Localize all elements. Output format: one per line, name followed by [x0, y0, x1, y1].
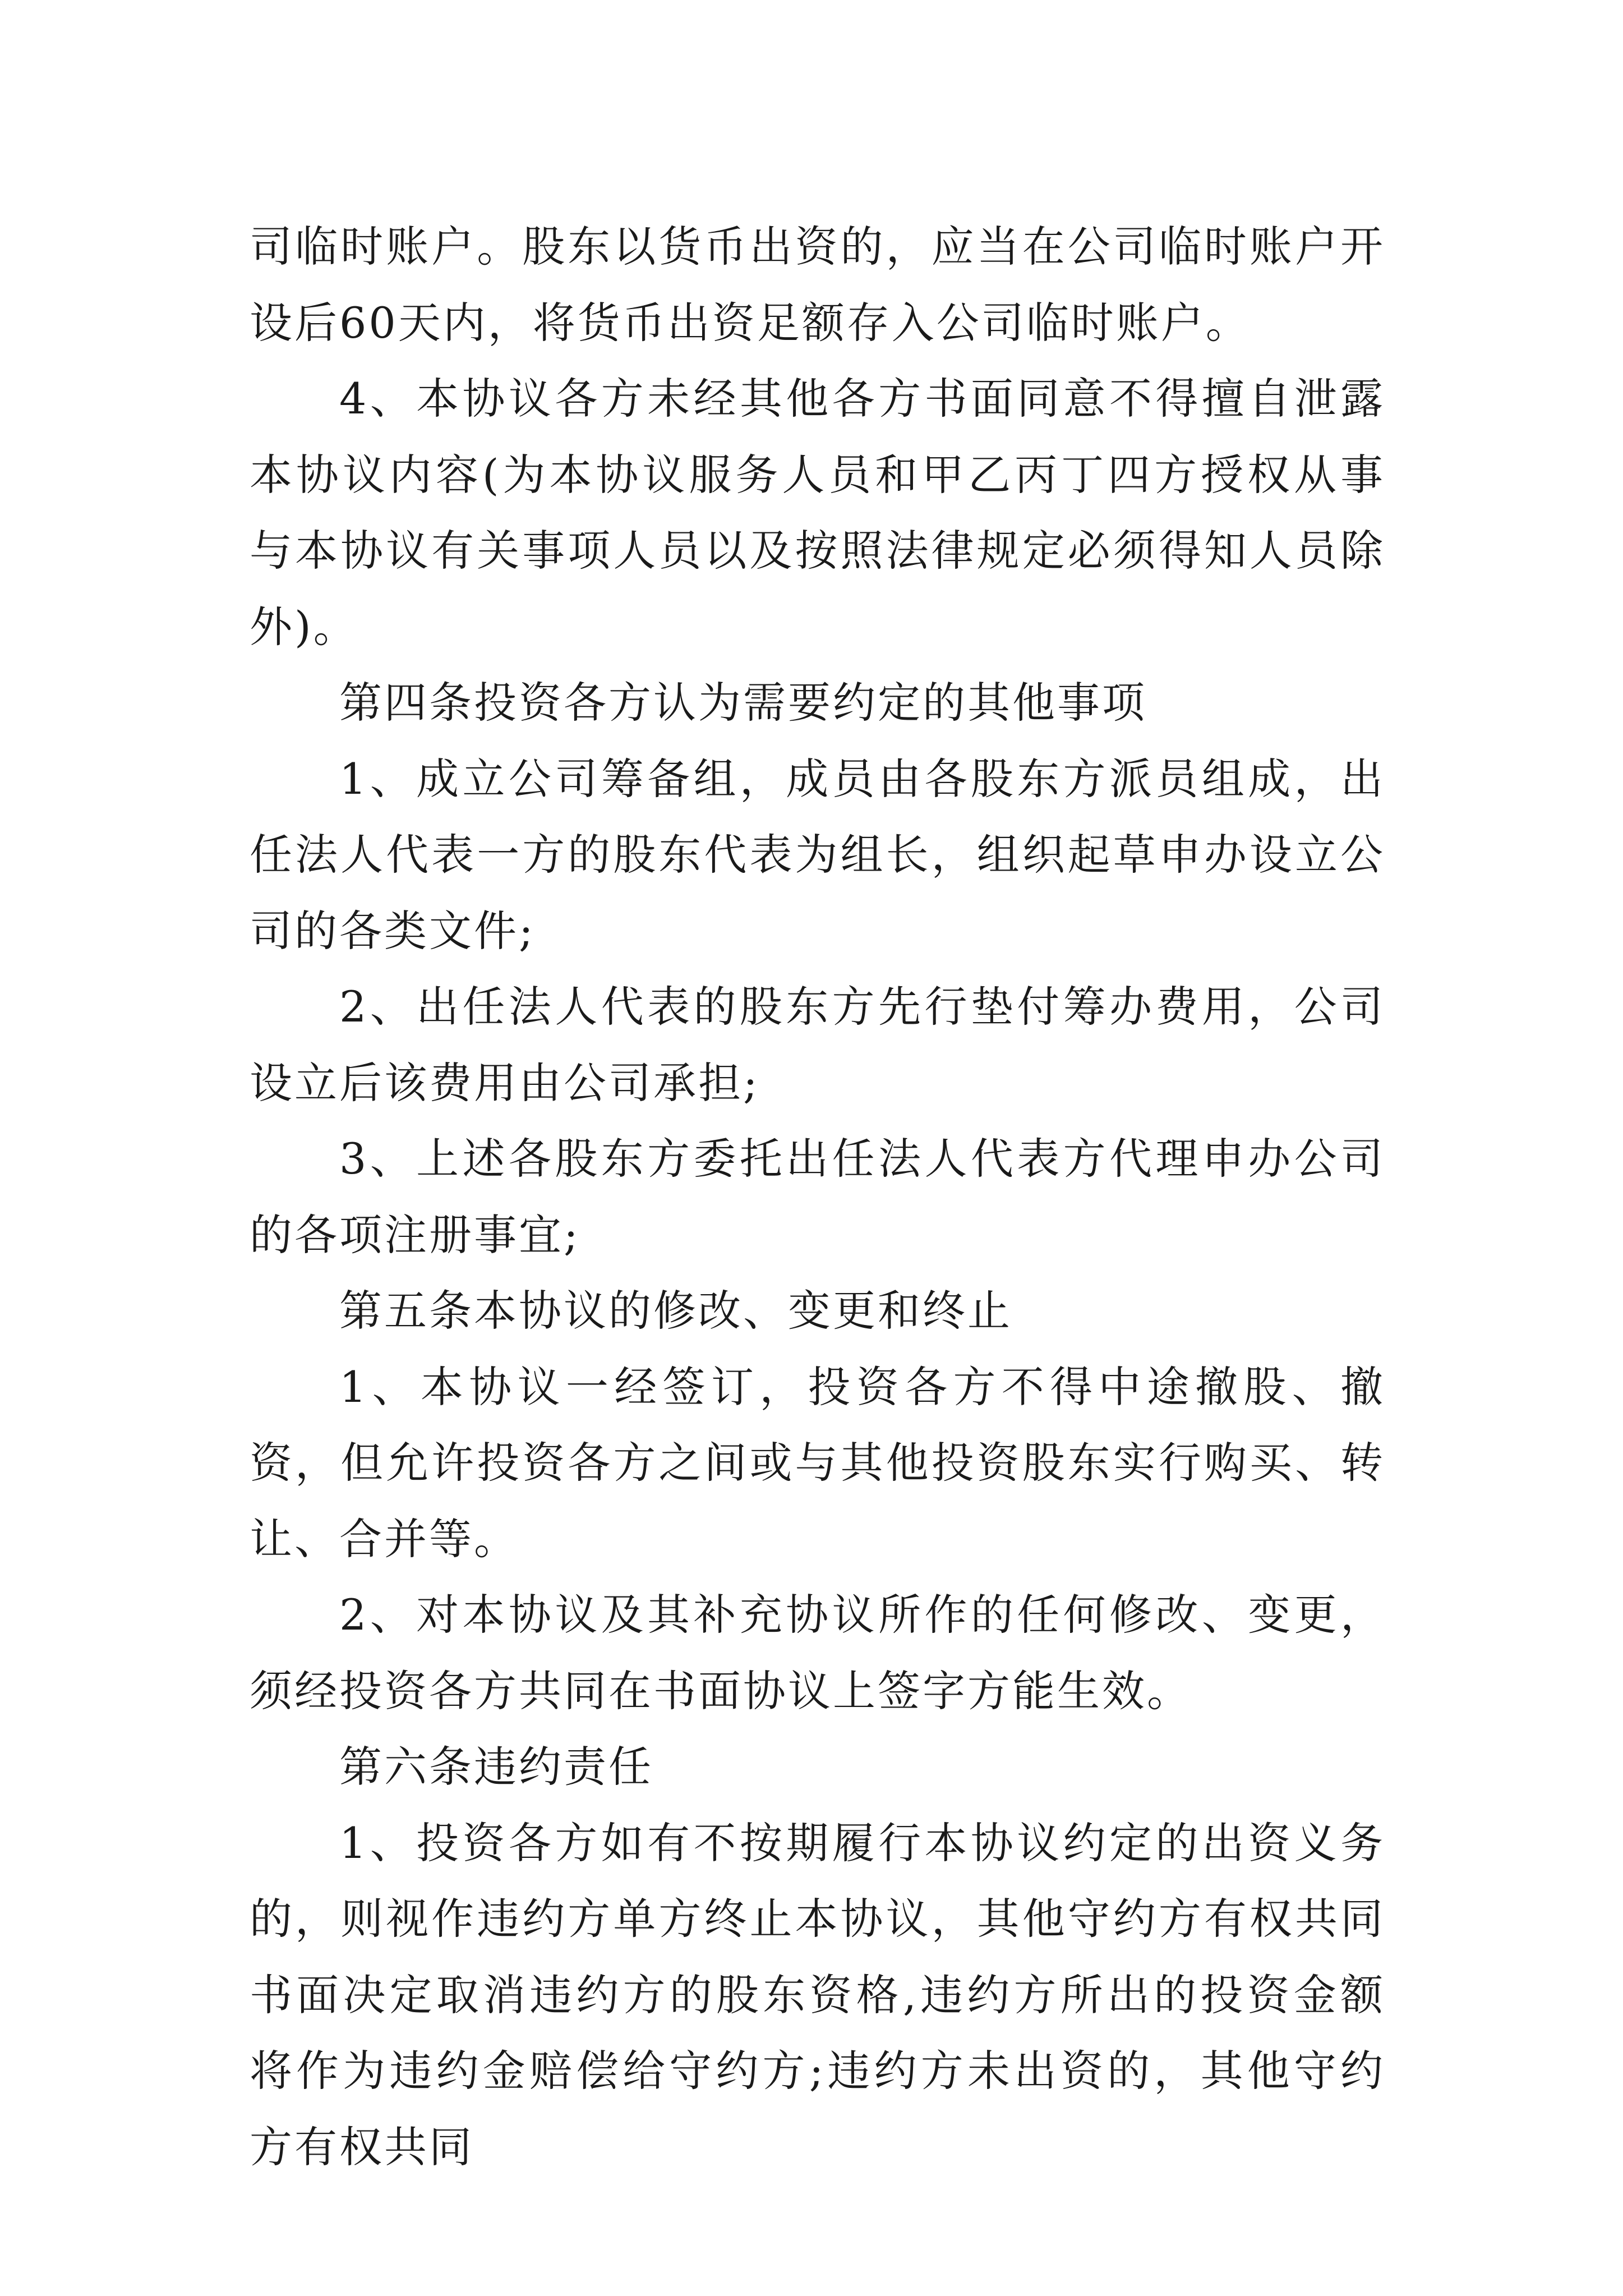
paragraph-5: 3、上述各股东方委托出任法人代表方代理申办公司的各项注册事宜;: [250, 1134, 1385, 1260]
paragraph-8: 1、投资各方如有不按期履行本协议约定的出资义务的，则视作违约方单方终止本协议，其他守约方有权共同书面决定取消违约方的股东资格,违约方所出的投资金额将作为违约金赔偿给守约方;违约方未出资的，其他守约方有权共同: [250, 1818, 1385, 2172]
section-heading-6: 第六条违约责任: [339, 1742, 653, 1792]
section-heading-4: 第四条投资各方认为需要约定的其他事项: [339, 678, 1147, 728]
paragraph-4: 2、出任法人代表的股东方先行垫付筹办费用，公司设立后该费用由公司承担;: [250, 982, 1385, 1108]
paragraph-1: 司临时账户。股东以货币出资的，应当在公司临时账户开设后60天内，将货币出资足额存入公司临时账户。: [250, 222, 1385, 348]
paragraph-7: 2、对本协议及其补充协议所作的任何修改、变更，须经投资各方共同在书面协议上签字方能生效。: [250, 1590, 1385, 1716]
paragraph-3: 1、成立公司筹备组，成员由各股东方派员组成，出任法人代表一方的股东代表为组长，组织起草申办设立公司的各类文件;: [250, 753, 1385, 956]
paragraph-2: 4、本协议各方未经其他各方书面同意不得擅自泄露本协议内容(为本协议服务人员和甲乙丙丁四方授权从事与本协议有关事项人员以及按照法律规定必须得知人员除外)。: [250, 374, 1385, 652]
document-body: [250, 209, 1385, 2185]
section-heading-5: 第五条本协议的修改、变更和终止: [339, 1286, 1012, 1336]
paragraph-6: 1、本协议一经签订，投资各方不得中途撤股、撤资，但允许投资各方之间或与其他投资股东实行购买、转让、合并等。: [250, 1361, 1385, 1564]
